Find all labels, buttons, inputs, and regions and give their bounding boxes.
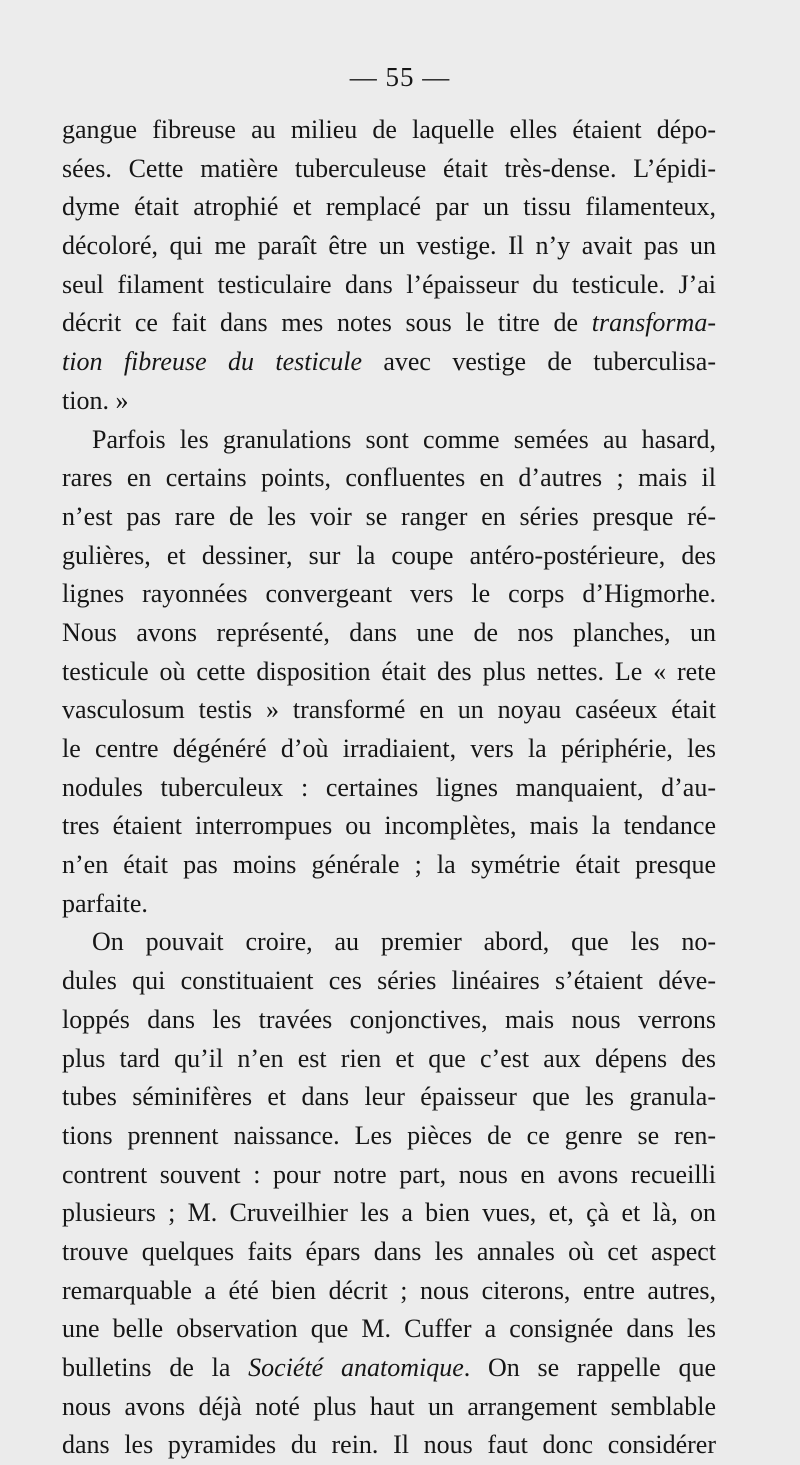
text-run: testicule où cette disposition était des plus nettes. Le « rete xyxy=(62,656,716,686)
italic-text: Société anatomique xyxy=(248,1353,464,1382)
text-line xyxy=(62,769,716,808)
text-run: dans les pyramides du rein. Il nous faut donc considérer xyxy=(62,1430,716,1460)
text-line xyxy=(62,653,716,692)
text-line xyxy=(62,923,716,962)
text-run: nodules tuberculeux : certaines lignes manquaient, d’au- xyxy=(62,772,716,802)
text-line xyxy=(62,1310,716,1349)
text-line xyxy=(62,1156,716,1195)
text-run: . On se rappelle que xyxy=(463,1353,716,1382)
text-run: nous avons déjà noté plus haut un arrangement semblable xyxy=(62,1391,716,1421)
text-line xyxy=(62,1040,716,1079)
text-line xyxy=(62,1272,716,1311)
text-line xyxy=(62,807,716,846)
text-run: plus tard qu’il n’en est rien et que c’est aux dépens des xyxy=(62,1043,716,1073)
text-line xyxy=(62,304,716,343)
text-line xyxy=(62,266,716,305)
text-run: gangue fibreuse au milieu de laquelle elles étaient dépo- xyxy=(62,115,716,144)
text-line xyxy=(62,227,716,266)
text-line xyxy=(62,188,716,227)
text-line xyxy=(62,459,716,498)
text-line xyxy=(62,111,716,150)
text-run: tubes séminifères et dans leur épaisseur que les granula- xyxy=(62,1082,716,1112)
text-run: lignes rayonnées convergeant vers le corps d’Higmorhe. xyxy=(62,579,716,609)
text-line xyxy=(62,1426,716,1465)
text-run: une belle observation que M. Cuffer a consignée dans les xyxy=(62,1314,716,1344)
text-run: tres étaient interrompues ou incomplètes, mais la tendance xyxy=(62,811,716,841)
text-line xyxy=(62,846,716,885)
text-line xyxy=(62,1078,716,1117)
text-run: n’est pas rare de les voir se ranger en séries presque ré- xyxy=(62,501,716,531)
text-run: sées. Cette matière tuberculeuse était très-dense. L’épidi- xyxy=(62,153,716,183)
text-run: contrent souvent : pour notre part, nous en avons recueilli xyxy=(62,1159,716,1189)
text-line xyxy=(62,614,716,653)
text-line xyxy=(62,1388,716,1427)
text-line xyxy=(62,150,716,189)
text-line xyxy=(62,575,716,614)
text-line xyxy=(62,962,716,1001)
text-run: Parfois les granulations sont comme semées au hasard, xyxy=(92,424,716,454)
text-run: tions prennent naissance. Les pièces de ce genre se ren- xyxy=(62,1120,716,1150)
text-run: bulletins de la xyxy=(62,1353,249,1382)
text-line xyxy=(62,498,716,537)
text-line xyxy=(62,537,716,576)
text-run: parfaite. xyxy=(62,888,148,918)
text-run: trouve quelques faits épars dans les annales où cet aspect xyxy=(62,1236,716,1266)
text-run: gulières, et dessiner, sur la coupe antéro-postérieure, des xyxy=(62,540,716,570)
italic-text: tion fibreuse du testicule xyxy=(62,347,362,377)
text-run: décrit ce fait dans mes notes sous le titre de xyxy=(62,308,592,338)
text-line xyxy=(62,691,716,730)
text-run: le centre dégénéré d’où irradiaient, vers la périphérie, les xyxy=(62,734,716,763)
text-run: seul filament testiculaire dans l’épaisseur du testicule. J’ai xyxy=(62,269,716,299)
text-run: On pouvait croire, au premier abord, que les no- xyxy=(92,927,716,957)
text-line xyxy=(62,382,716,421)
text-line xyxy=(62,1349,716,1388)
text-run: plusieurs ; M. Cruveilhier les a bien vues, et, çà et là, on xyxy=(62,1198,716,1228)
text-run: dyme était atrophié et remplacé par un tissu filamenteux, xyxy=(62,192,716,222)
text-run: remarquable a été bien décrit ; nous citerons, entre autres, xyxy=(62,1275,716,1305)
text-line xyxy=(62,1001,716,1040)
text-run: rares en certains points, confluentes en d’autres ; mais il xyxy=(62,463,716,493)
text-run: n’en était pas moins générale ; la symétrie était presque xyxy=(62,850,716,880)
text-run: tion. » xyxy=(62,385,129,415)
text-line xyxy=(62,1194,716,1233)
text-line xyxy=(62,421,716,460)
text-run: vasculosum testis » transformé en un noyau caséeux était xyxy=(62,695,716,725)
text-line xyxy=(62,1233,716,1272)
text-run: avec vestige de tuberculisa- xyxy=(361,347,716,377)
text-line xyxy=(62,885,716,924)
text-line xyxy=(62,343,716,382)
text-run: loppés dans les travées conjonctives, mais nous verrons xyxy=(62,1004,716,1034)
page-number: — 55 — xyxy=(349,62,451,92)
text-line xyxy=(62,1117,716,1156)
body-text xyxy=(62,111,716,1465)
text-run: Nous avons représenté, dans une de nos planches, un xyxy=(62,617,716,647)
italic-text: transforma- xyxy=(591,308,716,338)
text-run: dules qui constituaient ces séries linéaires s’étaient déve- xyxy=(62,966,716,996)
text-run: décoloré, qui me paraît être un vestige. Il n’y avait pas un xyxy=(62,231,716,261)
text-line xyxy=(62,730,716,769)
